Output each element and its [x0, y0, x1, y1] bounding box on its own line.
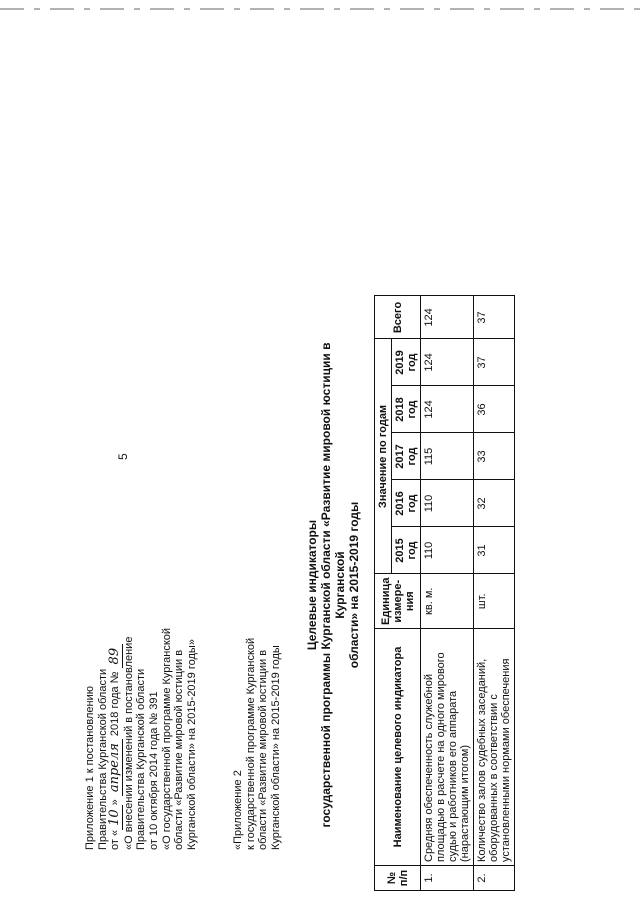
header-total: Всего [375, 296, 421, 339]
date-mid: » [109, 799, 122, 806]
row-total: 37 [474, 296, 515, 339]
handwritten-month: апреля [109, 739, 123, 796]
date-prefix: от « [109, 829, 122, 850]
handwritten-day: 10 [109, 805, 123, 830]
row-value: 124 [421, 386, 474, 433]
row-no: 2. [474, 866, 515, 891]
row-value: 32 [474, 480, 515, 527]
header-year: 2018 год [392, 386, 421, 433]
date-year-text: 2018 года № [109, 671, 122, 737]
row-unit: шт. [474, 574, 515, 629]
handwritten-number: 89 [109, 644, 123, 669]
table-row [474, 296, 515, 891]
appendix-1-block [84, 550, 198, 850]
row-value: 110 [421, 527, 474, 574]
header-unit: Единица измере-ния [375, 574, 421, 629]
row-name: Количество залов судебных заседаний, оборудованных в соответствии с установленными нормами обеспечения [474, 629, 515, 866]
appendix-1-line: Правительства Курганской области [135, 668, 148, 850]
row-value: 33 [474, 433, 515, 480]
indicators-table [374, 295, 515, 891]
header-no: № п/п [375, 866, 421, 891]
row-value: 37 [474, 339, 515, 386]
appendix-1-line: области «Развитие мировой юстиции в [173, 649, 186, 850]
header-values-by-year: Значение по годам [375, 339, 392, 574]
header-year: 2016 год [392, 480, 421, 527]
header-year: 2017 год [392, 433, 421, 480]
table-header-row [375, 296, 392, 891]
row-value: 115 [421, 433, 474, 480]
appendix-1-line: от 10 октября 2014 года № 391 [147, 691, 160, 850]
appendix-1-date-line [109, 550, 123, 850]
appendix-1-line: «О государственной программе Курганской [160, 627, 173, 850]
row-value: 31 [474, 527, 515, 574]
row-unit: кв. м. [421, 574, 474, 629]
appendix-2-block [232, 550, 282, 850]
page-number: 5 [116, 453, 130, 460]
row-name: Средняя обеспеченность служебной площадью в расчете на одного мирового судью и работников его аппарата (нарастающим итогом) [421, 629, 474, 866]
appendix-1-line: Курганской области» на 2015-2019 годы» [185, 639, 198, 850]
row-total: 124 [421, 296, 474, 339]
row-value: 110 [421, 480, 474, 527]
appendix-2-line: к государственной программе Курганской [244, 637, 257, 850]
document-title [305, 335, 361, 835]
appendix-2-line: Курганской области» на 2015-2019 годы [269, 645, 282, 850]
title-line: Целевые индикаторы [305, 519, 319, 651]
appendix-1-line: Правительства Курганской области [96, 668, 109, 850]
title-line: области» на 2015-2019 годы [347, 501, 361, 669]
appendix-2-line: «Приложение 2 [232, 770, 244, 850]
appendix-2-line: области «Развитие мировой юстиции в [257, 649, 270, 850]
appendix-1-line: Приложение 1 к постановлению [84, 685, 96, 850]
row-value: 124 [421, 339, 474, 386]
table-row [421, 296, 474, 891]
header-year: 2015 год [392, 527, 421, 574]
header-name: Наименование целевого индикатора [375, 629, 421, 866]
header-year: 2019 год [392, 339, 421, 386]
appendix-1-line: «О внесении изменений в постановление [122, 636, 135, 850]
row-no: 1. [421, 866, 474, 891]
title-line: государственной программы Курганской области «Развитие мировой юстиции в Курганской [319, 342, 347, 828]
row-value: 36 [474, 386, 515, 433]
